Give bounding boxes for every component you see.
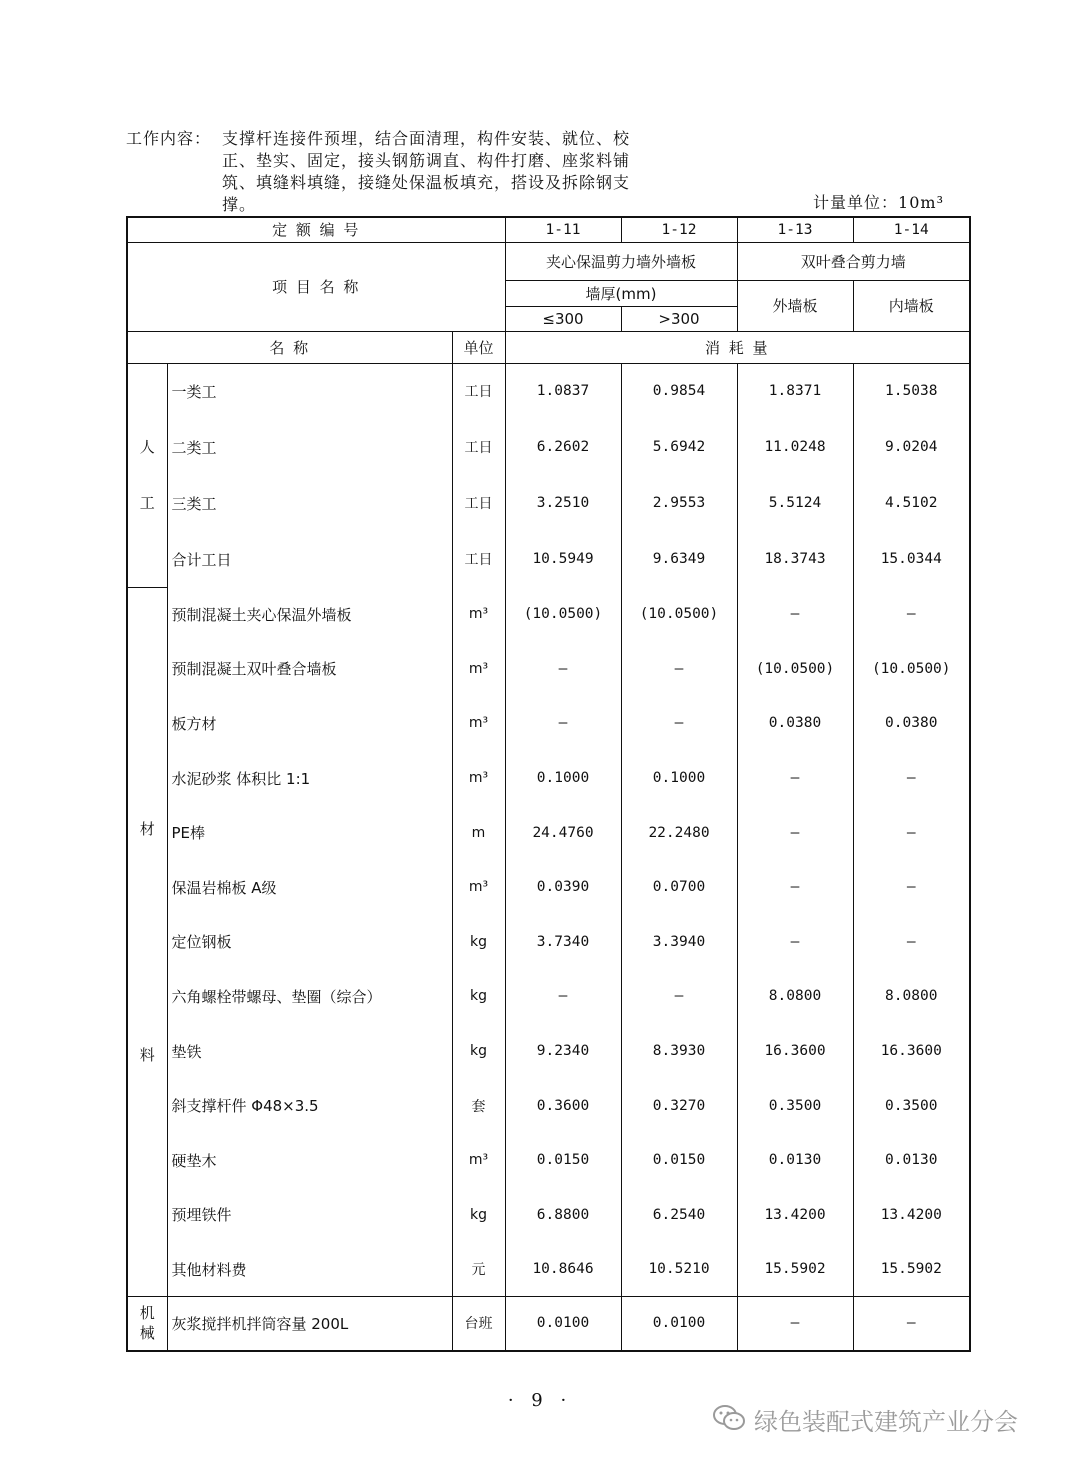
row-name: 三类工 — [167, 475, 452, 531]
row-value: — — [853, 1297, 970, 1351]
row-value: 15.5902 — [853, 1242, 970, 1297]
row-unit: m³ — [452, 696, 505, 751]
row-name: 六角螺栓带螺母、垫圈（综合） — [167, 969, 452, 1024]
work-content-line: 撑。 — [222, 195, 257, 214]
category-material — [127, 587, 167, 1297]
work-content-line: 筑、填缝料填缝，接缝处保温板填充，搭设及拆除钢支 — [222, 173, 631, 192]
thickness-gt-300: >300 — [621, 306, 737, 331]
row-value: 8.0800 — [737, 969, 853, 1024]
row-value: — — [737, 915, 853, 970]
category-labor — [127, 363, 167, 587]
row-value: 13.4200 — [737, 1188, 853, 1243]
row-name: 一类工 — [167, 363, 452, 419]
row-value: 0.3270 — [621, 1078, 737, 1133]
row-value: — — [853, 587, 970, 642]
row-value: 5.6942 — [621, 419, 737, 475]
row-value: — — [737, 587, 853, 642]
row-value: 13.4200 — [853, 1188, 970, 1243]
row-value: 9.6349 — [621, 531, 737, 587]
row-value: 0.1000 — [621, 751, 737, 806]
row-value: 1.5038 — [853, 363, 970, 419]
row-unit: m³ — [452, 587, 505, 642]
row-name: 预制混凝土夹心保温外墙板 — [167, 587, 452, 642]
row-value: 8.0800 — [853, 969, 970, 1024]
row-name: 预制混凝土双叶叠合墙板 — [167, 642, 452, 697]
page-number: · 9 · — [507, 1390, 573, 1411]
row-value: 0.0130 — [737, 1133, 853, 1188]
row-value: 0.0150 — [621, 1133, 737, 1188]
row-value: 0.1000 — [505, 751, 621, 806]
row-value: — — [621, 969, 737, 1024]
row-name: 预埋铁件 — [167, 1188, 452, 1243]
row-value: 3.2510 — [505, 475, 621, 531]
row-name: 硬垫木 — [167, 1133, 452, 1188]
row-unit: m³ — [452, 751, 505, 806]
row-unit: 台班 — [452, 1297, 505, 1351]
category-machine-char: 械 — [139, 1324, 155, 1343]
row-value: 9.2340 — [505, 1024, 621, 1079]
row-value: 0.0100 — [621, 1297, 737, 1351]
row-value: 1.0837 — [505, 363, 621, 419]
row-value: 15.5902 — [737, 1242, 853, 1297]
row-value: — — [853, 805, 970, 860]
row-value: (10.0500) — [737, 642, 853, 697]
row-value: 5.5124 — [737, 475, 853, 531]
row-value: — — [737, 860, 853, 915]
row-value: 0.0100 — [505, 1297, 621, 1351]
row-unit: kg — [452, 969, 505, 1024]
row-value: 2.9553 — [621, 475, 737, 531]
row-value: 0.9854 — [621, 363, 737, 419]
row-value: 6.8800 — [505, 1188, 621, 1243]
row-value: 22.2480 — [621, 805, 737, 860]
quota-no: 1-14 — [853, 217, 970, 242]
row-value: 10.8646 — [505, 1242, 621, 1297]
group-sandwich-wall: 夹心保温剪力墙外墙板 — [505, 242, 737, 280]
row-value: 11.0248 — [737, 419, 853, 475]
category-material-char: 材 — [139, 820, 155, 839]
category-labor-char: 人 — [139, 438, 155, 456]
row-unit: kg — [452, 1024, 505, 1079]
quota-no: 1-12 — [621, 217, 737, 242]
quota-table — [126, 216, 971, 1352]
row-value: 0.0380 — [737, 696, 853, 751]
row-value: 0.0380 — [853, 696, 970, 751]
row-unit: 工日 — [452, 475, 505, 531]
consumption-header: 消 耗 量 — [505, 331, 970, 363]
category-labor-char: 工 — [139, 494, 155, 512]
row-value: — — [505, 696, 621, 751]
row-unit: kg — [452, 915, 505, 970]
row-value: 0.3600 — [505, 1078, 621, 1133]
row-value: 9.0204 — [853, 419, 970, 475]
measurement-unit: 计量单位：10m³ — [813, 193, 944, 212]
row-name: 其他材料费 — [167, 1242, 452, 1297]
quota-no: 1-13 — [737, 217, 853, 242]
row-value: — — [621, 642, 737, 697]
thickness-le-300: ≤300 — [505, 306, 621, 331]
work-content-line: 正、垫实、固定，接头钢筋调直、构件打磨、座浆料铺 — [222, 151, 631, 170]
row-unit: m³ — [452, 860, 505, 915]
row-name: PE棒 — [167, 805, 452, 860]
row-value: 0.0390 — [505, 860, 621, 915]
row-name: 保温岩棉板 A级 — [167, 860, 452, 915]
row-value: — — [621, 696, 737, 751]
row-value: 15.0344 — [853, 531, 970, 587]
row-value: 10.5210 — [621, 1242, 737, 1297]
row-value: — — [505, 969, 621, 1024]
work-content-label: 工作内容： — [126, 129, 212, 148]
row-value: 16.3600 — [737, 1024, 853, 1079]
category-material-char: 料 — [139, 1046, 155, 1065]
row-unit: 工日 — [452, 531, 505, 587]
row-name: 水泥砂浆 体积比 1:1 — [167, 751, 452, 806]
watermark-text: 绿色装配式建筑产业分会 — [754, 1408, 1018, 1436]
row-value: 18.3743 — [737, 531, 853, 587]
row-name: 二类工 — [167, 419, 452, 475]
wall-thickness-label: 墙厚(mm) — [505, 280, 737, 306]
row-value: 0.0700 — [621, 860, 737, 915]
row-value: — — [853, 915, 970, 970]
row-name: 斜支撑杆件 Φ48×3.5 — [167, 1078, 452, 1133]
row-unit: m³ — [452, 642, 505, 697]
unit-column-header: 单位 — [452, 331, 505, 363]
row-value: — — [853, 860, 970, 915]
row-value: 6.2540 — [621, 1188, 737, 1243]
quota-no-label: 定 额 编 号 — [127, 217, 505, 242]
row-value: (10.0500) — [505, 587, 621, 642]
group-double-leaf-wall: 双叶叠合剪力墙 — [737, 242, 970, 280]
row-unit: 工日 — [452, 419, 505, 475]
outer-wall-label: 外墙板 — [737, 280, 853, 331]
item-name-label: 项 目 名 称 — [127, 242, 505, 331]
row-value: 1.8371 — [737, 363, 853, 419]
row-name: 定位钢板 — [167, 915, 452, 970]
row-unit: kg — [452, 1188, 505, 1243]
row-value: (10.0500) — [621, 587, 737, 642]
inner-wall-label: 内墙板 — [853, 280, 970, 331]
row-value: 6.2602 — [505, 419, 621, 475]
row-name: 合计工日 — [167, 531, 452, 587]
category-machine — [127, 1297, 167, 1351]
row-value: — — [737, 751, 853, 806]
row-value: (10.0500) — [853, 642, 970, 697]
row-name: 灰浆搅拌机拌筒容量 200L — [167, 1297, 452, 1351]
row-unit: 元 — [452, 1242, 505, 1297]
row-name: 垫铁 — [167, 1024, 452, 1079]
wechat-icon — [712, 1404, 746, 1432]
row-value: 3.7340 — [505, 915, 621, 970]
row-value: — — [737, 805, 853, 860]
row-name: 板方材 — [167, 696, 452, 751]
quota-no: 1-11 — [505, 217, 621, 242]
row-value: 8.3930 — [621, 1024, 737, 1079]
row-value: — — [853, 751, 970, 806]
row-unit: m — [452, 805, 505, 860]
row-value: 0.0130 — [853, 1133, 970, 1188]
row-value: 0.3500 — [737, 1078, 853, 1133]
work-content-line: 支撑杆连接件预埋，结合面清理，构件安装、就位、校 — [222, 129, 631, 148]
row-unit: 工日 — [452, 363, 505, 419]
category-machine-char: 机 — [139, 1304, 155, 1323]
row-value: 4.5102 — [853, 475, 970, 531]
row-value: 10.5949 — [505, 531, 621, 587]
row-value: 0.0150 — [505, 1133, 621, 1188]
row-value: 24.4760 — [505, 805, 621, 860]
row-value: — — [505, 642, 621, 697]
row-value: 16.3600 — [853, 1024, 970, 1079]
work-content-text — [222, 128, 722, 216]
name-column-header: 名 称 — [127, 331, 452, 363]
row-value: 0.3500 — [853, 1078, 970, 1133]
row-value: — — [737, 1297, 853, 1351]
row-unit: 套 — [452, 1078, 505, 1133]
row-value: 3.3940 — [621, 915, 737, 970]
row-unit: m³ — [452, 1133, 505, 1188]
